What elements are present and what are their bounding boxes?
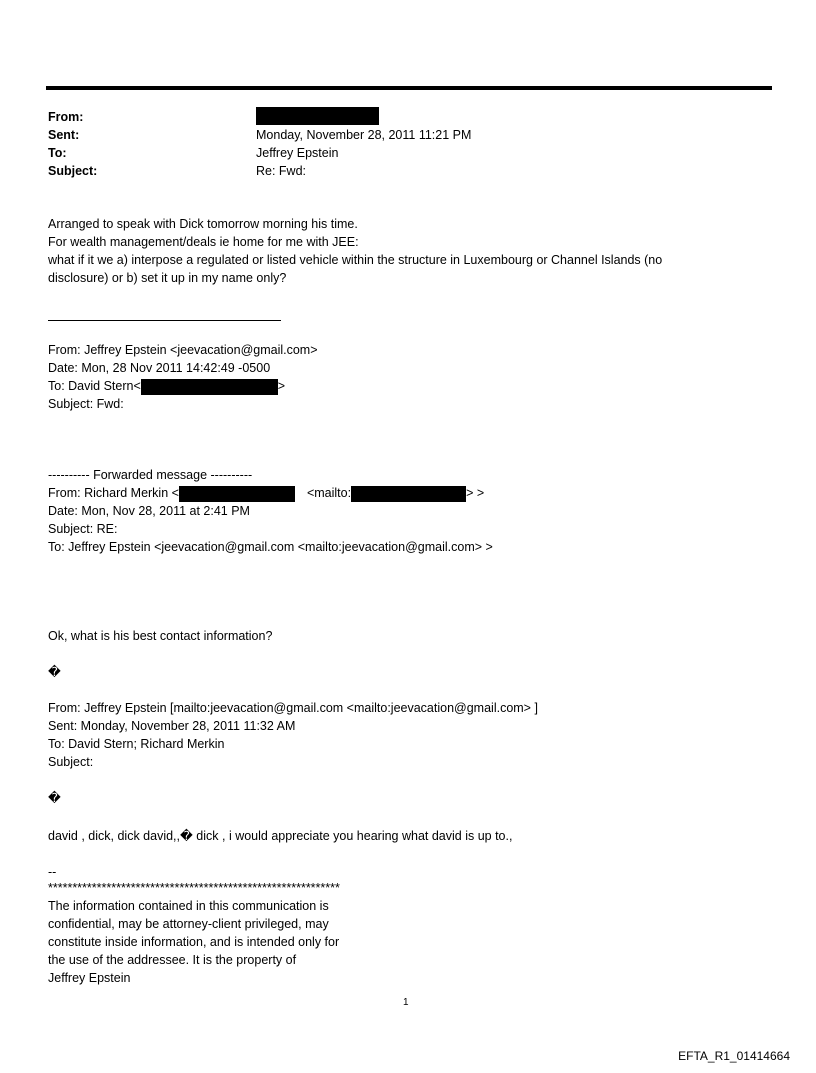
- redaction-box: [256, 107, 379, 125]
- reply-question: Ok, what is his best contact information?: [48, 629, 273, 643]
- signature-stars: ************************************************************: [48, 881, 340, 895]
- body-line: what if it we a) interpose a regulated or listed vehicle within the structure in Luxembourg or Channel Islands (no: [48, 253, 663, 267]
- fwd1-subject: Subject: Fwd:: [48, 397, 124, 411]
- fwd1-to-prefix: To: David Stern<: [48, 379, 141, 393]
- fwd2-from-prefix: From: Richard Merkin <: [48, 486, 179, 500]
- redaction-box: [141, 379, 278, 395]
- header-rule: [46, 86, 772, 90]
- subject-label: Subject:: [48, 164, 98, 178]
- page-number: 1: [403, 997, 409, 1008]
- disclaimer-line: Jeffrey Epstein: [48, 971, 131, 985]
- body-line: Arranged to speak with Dick tomorrow morning his time.: [48, 217, 358, 231]
- disclaimer-line: confidential, may be attorney-client privileged, may: [48, 917, 329, 931]
- orig-from: From: Jeffrey Epstein [mailto:jeevacation@gmail.com <mailto:jeevacation@gmail.com> ]: [48, 701, 538, 715]
- to-label: To:: [48, 146, 67, 160]
- disclaimer-line: The information contained in this communication is: [48, 899, 329, 913]
- fwd1-to-suffix: >: [277, 379, 286, 393]
- unknown-glyph: �: [48, 791, 61, 805]
- disclaimer-line: constitute inside information, and is intended only for: [48, 935, 340, 949]
- subject-value: Re: Fwd:: [256, 164, 307, 178]
- sent-label: Sent:: [48, 128, 80, 142]
- fwd2-date: Date: Mon, Nov 28, 2011 at 2:41 PM: [48, 504, 250, 518]
- fwd2-from-mailto: <mailto:: [306, 486, 352, 500]
- separator-line: [48, 320, 281, 321]
- bates-number: EFTA_R1_01414664: [678, 1049, 790, 1063]
- fwd2-banner: ---------- Forwarded message ----------: [48, 468, 253, 482]
- sent-value: Monday, November 28, 2011 11:21 PM: [256, 128, 472, 142]
- from-value: [256, 106, 379, 125]
- orig-sent: Sent: Monday, November 28, 2011 11:32 AM: [48, 719, 296, 733]
- fwd2-subject: Subject: RE:: [48, 522, 118, 536]
- fwd1-to: [48, 378, 285, 395]
- from-label: From:: [48, 110, 84, 124]
- signature-dashes: --: [48, 865, 57, 879]
- fwd1-date: Date: Mon, 28 Nov 2011 14:42:49 -0500: [48, 361, 271, 375]
- fwd1-from: From: Jeffrey Epstein <jeevacation@gmail.com>: [48, 343, 318, 357]
- fwd2-to: To: Jeffrey Epstein <jeevacation@gmail.com <mailto:jeevacation@gmail.com> >: [48, 540, 493, 554]
- redaction-box: [179, 486, 295, 502]
- disclaimer-line: the use of the addressee. It is the property of: [48, 953, 297, 967]
- to-value: Jeffrey Epstein: [256, 146, 339, 160]
- fwd2-from: [48, 485, 484, 502]
- orig-to: To: David Stern; Richard Merkin: [48, 737, 225, 751]
- orig-subject: Subject:: [48, 755, 94, 769]
- fwd2-from-suffix: > >: [466, 486, 485, 500]
- body-line: For wealth management/deals ie home for me with JEE:: [48, 235, 359, 249]
- redaction-box: [351, 486, 466, 502]
- orig-message: david , dick, dick david,,� dick , i would appreciate you hearing what david is up to.,: [48, 829, 513, 843]
- unknown-glyph: �: [48, 665, 61, 679]
- body-line: disclosure) or b) set it up in my name only?: [48, 271, 287, 285]
